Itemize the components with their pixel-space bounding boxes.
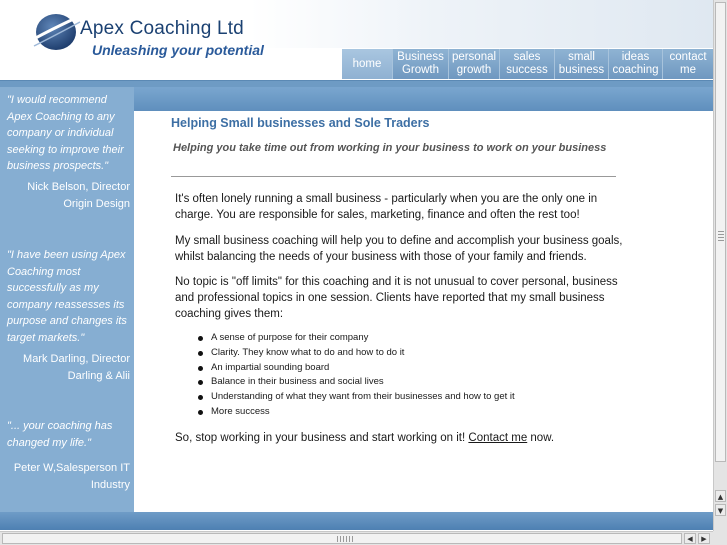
- nav-sales-success-label: sales success: [506, 51, 548, 76]
- testimonial-author: Mark Darling, Director Darling & Alii: [23, 353, 130, 382]
- nav-small-business[interactable]: [554, 49, 608, 79]
- topics-paragraph: No topic is "off limits" for this coaching and it is not unusual to cover personal, business and professional topics in one session. Clients have reported that my small business coaching gives them:: [175, 276, 618, 320]
- content-divider: [171, 176, 616, 177]
- scroll-grip-icon: [718, 231, 724, 241]
- nav-personal-growth[interactable]: [448, 49, 499, 79]
- nav-contact-me[interactable]: [662, 49, 713, 79]
- list-item: Understanding of what they want from their businesses and how to get it: [196, 390, 515, 405]
- footer-band: [0, 512, 713, 530]
- brand-tagline: Unleashing your potential: [92, 42, 264, 58]
- closing-text: So, stop working in your business and start working on it!: [175, 432, 469, 444]
- vertical-scroll-thumb[interactable]: [715, 2, 726, 462]
- testimonial-quote: "I would recommend Apex Coaching to any company or individual seeking to improve their business prospects.": [7, 94, 124, 172]
- closing-paragraph: [175, 430, 625, 446]
- nav-contact-me-label: contact me: [669, 51, 707, 76]
- list-item: An impartial sounding board: [196, 361, 515, 376]
- nav-personal-growth-label: personal growth: [451, 51, 497, 76]
- page-subtitle: Helping you take time out from working in your business to work on your business: [173, 142, 607, 154]
- scroll-down-icon[interactable]: ▼: [715, 504, 726, 516]
- horizontal-scrollbar[interactable]: [0, 531, 713, 545]
- vertical-scrollbar[interactable]: [713, 0, 727, 531]
- scroll-corner: [713, 531, 727, 545]
- site-header: [0, 0, 713, 80]
- header-gradient: [250, 0, 713, 48]
- scroll-right-icon[interactable]: ▶: [698, 533, 710, 544]
- nav-home[interactable]: [342, 49, 392, 79]
- testimonial-author: Peter W,Salesperson IT Industry: [13, 462, 130, 491]
- benefits-list: [196, 331, 515, 420]
- testimonial-sidebar: [0, 87, 134, 512]
- horizontal-scroll-thumb[interactable]: [2, 533, 682, 544]
- main-content: [134, 111, 713, 512]
- scroll-up-icon[interactable]: ▲: [715, 490, 726, 502]
- goals-paragraph: My small business coaching will help you to define and accomplish your business goals, whilst balancing the needs of your business with those of your family and friends.: [175, 235, 623, 263]
- scroll-left-icon[interactable]: ◀: [684, 533, 696, 544]
- main-nav: [342, 49, 713, 79]
- testimonial-quote: "... your coaching has changed my life.": [7, 420, 113, 449]
- nav-small-business-label: small business: [558, 51, 605, 76]
- scroll-grip-icon: [337, 536, 353, 542]
- list-item: More success: [196, 405, 515, 420]
- nav-home-label: home: [352, 57, 382, 70]
- header-rule-band: [0, 80, 713, 87]
- nav-ideas-coaching[interactable]: [608, 49, 662, 79]
- testimonial-quote: "I have been using Apex Coaching most successfully as my company reassesses its purpose and changes its target markets.": [7, 249, 127, 344]
- list-item: A sense of purpose for their company: [196, 331, 515, 346]
- page-title: Helping Small businesses and Sole Traders: [171, 116, 430, 130]
- nav-business-growth[interactable]: [392, 49, 448, 79]
- closing-text-end: now.: [527, 432, 555, 444]
- contact-me-link[interactable]: Contact me: [468, 432, 528, 444]
- brand-name[interactable]: Apex Coaching Ltd: [80, 18, 244, 39]
- list-item: Balance in their business and social lives: [196, 375, 515, 390]
- testimonial-author: Nick Belson, Director Origin Design: [27, 181, 130, 210]
- nav-ideas-coaching-label: ideas coaching: [612, 51, 659, 76]
- content-top-band: [134, 87, 713, 111]
- nav-sales-success[interactable]: [499, 49, 554, 79]
- nav-business-growth-label: Business Growth: [397, 51, 444, 76]
- intro-paragraph: It's often lonely running a small business - particularly when you are the only one in charge. You are responsible for sales, marketing, finance and often the rest too!: [175, 193, 598, 221]
- globe-swoosh-icon: [30, 10, 82, 52]
- list-item: Clarity. They know what to do and how to do it: [196, 346, 515, 361]
